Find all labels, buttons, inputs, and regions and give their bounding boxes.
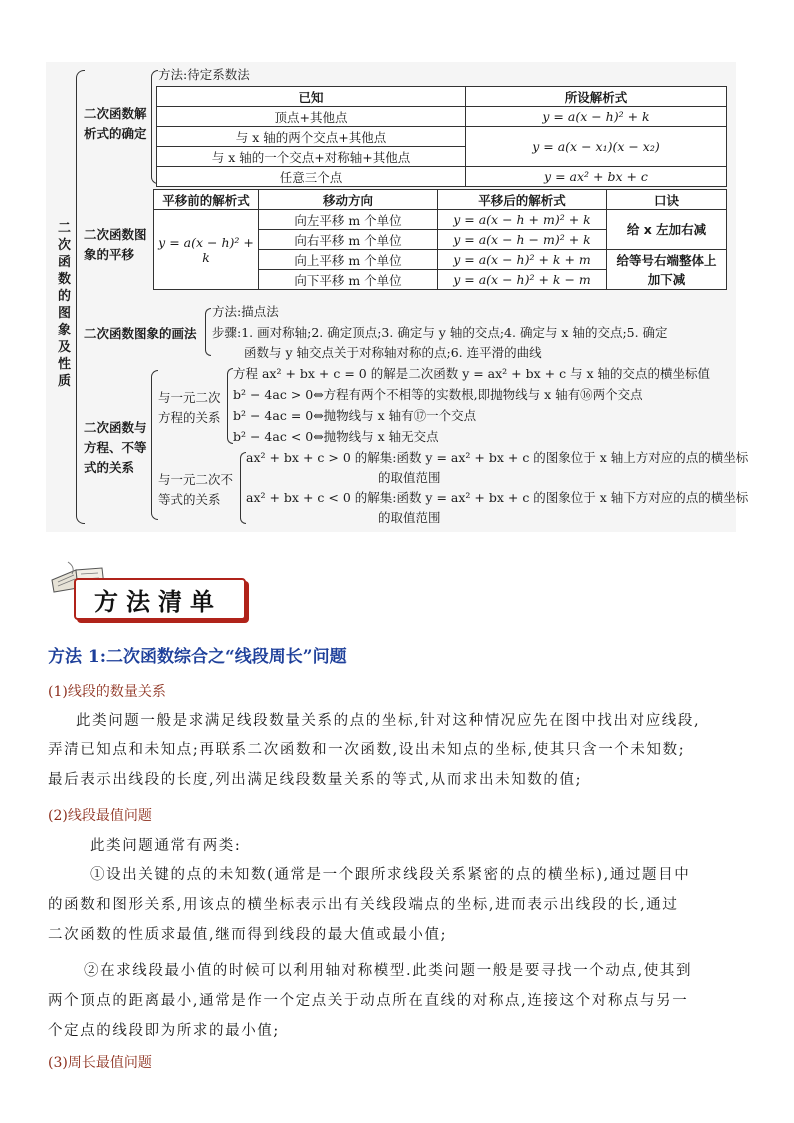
analytic-row: 与 x 轴的两个交点+其他点 <box>157 127 466 147</box>
section1-para: 弄清已知点和未知点;再联系二次函数和一次函数,设出未知点的坐标,使其只含一个未知数; <box>48 742 686 758</box>
translation-move: 向右平移 m 个单位 <box>259 230 438 250</box>
section2-intro: 此类问题通常有两类: <box>90 838 242 854</box>
translation-move: 向下平移 m 个单位 <box>259 270 438 290</box>
analytic-head-known: 已知 <box>157 87 466 107</box>
branch-equation-label: 二次函数与方程、不等式的关系 <box>84 420 147 475</box>
translation-head-direction: 移动方向 <box>259 190 438 210</box>
ineq-line-cont: 的取值范围 <box>378 470 441 485</box>
branch-analytic-label: 二次函数解析式的确定 <box>84 106 147 141</box>
translation-after-formula: y = a(x − h)² + k + m <box>438 250 607 270</box>
analytic-formula: y = a(x − h)² + k <box>466 107 727 127</box>
drawing-steps-cont: 函数与 y 轴交点关于对称轴对称的点;6. 连平滑的曲线 <box>244 345 542 360</box>
analytic-formula: y = a(x − x₁)(x − x₂) <box>466 127 727 167</box>
branch-equation-bracket <box>151 370 158 520</box>
branch-drawing-label: 二次函数图象的画法 <box>84 326 197 341</box>
section3-title: (3)周长最值问题 <box>48 1055 152 1071</box>
analytic-row: 与 x 轴的一个交点+对称轴+其他点 <box>157 147 466 167</box>
ineq-relation-label: 与一元二次不等式的关系 <box>158 472 234 507</box>
translation-after-formula: y = a(x − h − m)² + k <box>438 230 607 250</box>
translation-table <box>153 189 727 290</box>
translation-after-formula: y = a(x − h + m)² + k <box>438 210 607 230</box>
ineq-line: ax² + bx + c > 0 的解集:函数 y = ax² + bx + c 的图象位于 x 轴上方对应的点的横坐标 <box>246 450 749 465</box>
translation-move: 向上平移 m 个单位 <box>259 250 438 270</box>
section1-para: 此类问题一般是求满足线段数量关系的点的坐标,针对这种情况应先在图中找出对应线段, <box>76 713 701 729</box>
ineq-line: ax² + bx + c < 0 的解集:函数 y = ax² + bx + c 的图象位于 x 轴下方对应的点的横坐标 <box>246 490 749 505</box>
root-title: 二次函数的图象及性质 <box>58 221 72 389</box>
translation-move: 向左平移 m 个单位 <box>259 210 438 230</box>
analytic-formula: y = ax² + bx + c <box>466 167 727 187</box>
analytic-row: 顶点+其他点 <box>157 107 466 127</box>
drawing-steps: 步骤:1. 画对称轴;2. 确定顶点;3. 确定与 y 轴的交点;4. 确定与 x 轴的交点;5. 确定 <box>212 325 668 340</box>
eq-line: 方程 ax² + bx + c = 0 的解是二次函数 y = ax² + bx + c 与 x 轴的交点的横坐标值 <box>233 366 711 381</box>
section2-para: 两个顶点的距离最小,通常是作一个定点关于动点所在直线的对称点,连接这个对称点与另一 <box>48 993 689 1009</box>
analytic-method: 方法:待定系数法 <box>158 67 250 82</box>
translation-before-formula: y = a(x − h)² + k <box>154 210 259 290</box>
translation-head-after: 平移后的解析式 <box>438 190 607 210</box>
section2-para: 个定点的线段即为所求的最小值; <box>48 1023 280 1039</box>
translation-after-formula: y = a(x − h)² + k − m <box>438 270 607 290</box>
analytic-table <box>156 86 727 187</box>
translation-head-rhyme: 口诀 <box>607 190 727 210</box>
analytic-row: 任意三个点 <box>157 167 466 187</box>
eq-relation-label: 与一元二次方程的关系 <box>158 390 221 425</box>
section2-para: 的函数和图形关系,用该点的横坐标表示出有关线段端点的坐标,进而表示出线段的长,通过 <box>48 897 679 913</box>
analytic-head-form: 所设解析式 <box>466 87 727 107</box>
method1-heading: 方法 1:二次函数综合之“线段周长”问题 <box>48 647 347 667</box>
section2-para: ②在求线段最小值的时候可以利用轴对称模型.此类问题一般是要寻找一个动点,使其到 <box>84 963 693 979</box>
section2-para: 二次函数的性质求最值,继而得到线段的最大值或最小值; <box>48 927 448 943</box>
translation-rhyme: 给等号右端整体上加下减 <box>607 250 727 290</box>
banner-title: 方法清单 <box>94 588 222 616</box>
branch-translation-label: 二次函数图象的平移 <box>84 227 147 262</box>
eq-line: b² − 4ac < 0⇔抛物线与 x 轴无交点 <box>233 429 439 444</box>
ineq-line-cont: 的取值范围 <box>378 510 441 525</box>
section2-para: ①设出关键的点的未知数(通常是一个跟所求线段关系紧密的点的横坐标),通过题目中 <box>90 867 691 883</box>
section1-title: (1)线段的数量关系 <box>48 684 166 700</box>
eq-line: b² − 4ac = 0⇔抛物线与 x 轴有⑰一个交点 <box>233 408 477 423</box>
branch-drawing-bracket <box>205 308 211 356</box>
drawing-method: 方法:描点法 <box>212 304 279 319</box>
eq-line: b² − 4ac > 0⇔方程有两个不相等的实数根,即抛物线与 x 轴有⑯两个交点 <box>233 387 643 402</box>
translation-head-before: 平移前的解析式 <box>154 190 259 210</box>
section2-title: (2)线段最值问题 <box>48 808 152 824</box>
section1-para: 最后表示出线段的长度,列出满足线段数量关系的等式,从而求出未知数的值; <box>48 772 583 788</box>
translation-rhyme: 给 x 左加右减 <box>607 210 727 250</box>
